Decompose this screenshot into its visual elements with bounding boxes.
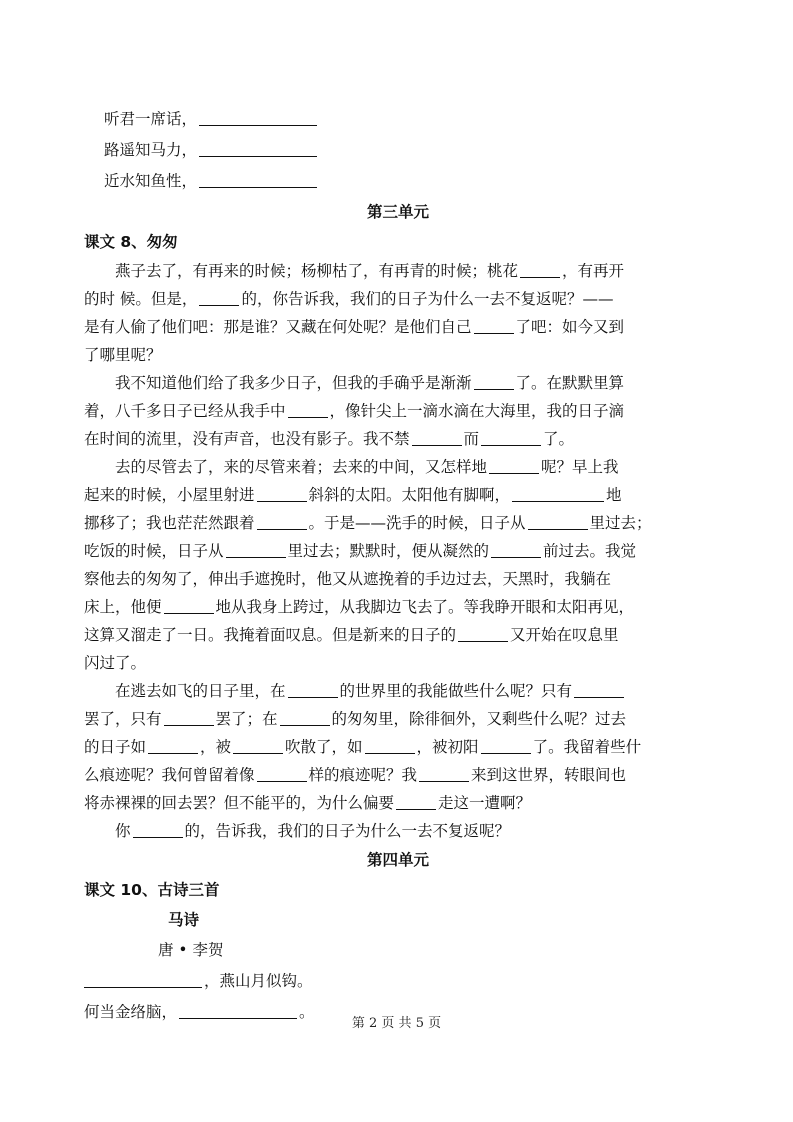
- blank[interactable]: [396, 793, 436, 810]
- page-footer: 第 2 页 共 5 页: [351, 1016, 442, 1031]
- text-line: 的日子如 ，被 吹散了，如 ，被初阳 了。我留着些什: [84, 738, 642, 756]
- poem-line-2: 何当金络脑， 。: [84, 1003, 315, 1021]
- blank[interactable]: [489, 457, 539, 474]
- idiom-line: [84, 166, 712, 197]
- poem-title: 马诗: [168, 911, 200, 929]
- blank[interactable]: [199, 171, 317, 188]
- idiom-text: 听君一席话，: [104, 110, 198, 128]
- blank[interactable]: [481, 429, 541, 446]
- poem-author: 唐 • 李贺: [158, 941, 224, 959]
- text-line: 么痕迹呢？我何曾留着像 样的痕迹呢？我 来到这世界，转眼间也: [84, 766, 627, 784]
- text-line: 将赤裸裸的回去罢？但不能平的，为什么偏要 走这一遭啊？: [84, 794, 532, 812]
- blank[interactable]: [148, 737, 198, 754]
- text-line: 我不知道他们给了我多少日子，但我的手确乎是渐渐 了。在默默里算: [115, 374, 625, 392]
- idiom-text: 路遥知马力，: [104, 141, 198, 159]
- text-line: 的时 候。但是， 的，你告诉我，我们的日子为什么一去不复返呢？——: [84, 290, 614, 308]
- paragraph-2: [84, 369, 712, 453]
- text-line: 燕子去了，有再来的时候；杨柳枯了，有再青的时候；桃花 ，有再开: [115, 262, 625, 280]
- paragraph-5: [84, 817, 712, 845]
- idiom-text: 近水知鱼性，: [104, 172, 198, 190]
- blank[interactable]: [288, 401, 328, 418]
- blank[interactable]: [474, 317, 514, 334]
- blank[interactable]: [288, 681, 338, 698]
- text-line: 起来的时候，小屋里射进 斜斜的太阳。太阳他有脚啊， 地: [84, 486, 622, 504]
- text-line: 在时间的流里，没有声音，也没有影子。我不禁 而 了。: [84, 430, 575, 448]
- page-content: [84, 104, 712, 1028]
- blank[interactable]: [199, 140, 317, 157]
- text-line: 着，八千多日子已经从我手中 ，像针尖上一滴水滴在大海里，我的日子滴: [84, 402, 625, 420]
- text-line: 挪移了；我也茫茫然跟着 。于是——洗手的时候，日子从 里过去；: [84, 514, 652, 532]
- blank[interactable]: [199, 289, 239, 306]
- text-line: 床上，他便 地从我身上跨过，从我脚边飞去了。等我睁开眼和太阳再见，: [84, 598, 635, 616]
- blank[interactable]: [412, 429, 462, 446]
- blank[interactable]: [164, 597, 214, 614]
- paragraph-1: [84, 257, 712, 369]
- paragraph-3: [84, 453, 712, 677]
- text-line: 去的尽管去了，来的尽管来着；去来的中间，又怎样地 呢？早上我: [115, 458, 619, 476]
- blank[interactable]: [574, 681, 624, 698]
- paragraph-4: [84, 677, 712, 817]
- blank[interactable]: [481, 737, 531, 754]
- blank[interactable]: [257, 485, 307, 502]
- blank[interactable]: [365, 737, 415, 754]
- blank[interactable]: [257, 513, 307, 530]
- blank[interactable]: [458, 625, 508, 642]
- text-line: 这算又溜走了一日。我掩着面叹息。但是新来的日子的 又开始在叹息里: [84, 626, 619, 644]
- blank[interactable]: [133, 821, 183, 838]
- blank[interactable]: [419, 765, 469, 782]
- idiom-line: [84, 135, 712, 166]
- blank[interactable]: [528, 513, 588, 530]
- unit-3-heading: 第三单元: [366, 203, 429, 221]
- text-line: 是有人偷了他们吧：那是谁？又藏在何处呢？是他们自己 了吧：如今又到: [84, 318, 625, 336]
- blank[interactable]: [474, 373, 514, 390]
- blank[interactable]: [226, 541, 286, 558]
- text-line: 察他去的匆匆了，伸出手遮挽时，他又从遮挽着的手边过去，天黑时，我躺在: [84, 570, 612, 588]
- blank[interactable]: [280, 709, 330, 726]
- poem-line-1: ，燕山月似钩。: [84, 966, 712, 997]
- text-line: 了哪里呢？: [84, 346, 162, 364]
- lesson-8-heading: 课文 8、匆匆: [84, 233, 178, 251]
- text-line: 闪过了。: [84, 654, 147, 672]
- text-line: 在逃去如飞的日子里，在 的世界里的我能做些什么呢？只有: [84, 677, 712, 705]
- blank[interactable]: [199, 109, 317, 126]
- blank[interactable]: [491, 541, 541, 558]
- text-line: 你 的，告诉我，我们的日子为什么一去不复返呢？: [115, 822, 511, 840]
- blank[interactable]: [164, 709, 214, 726]
- text-line: 罢了，只有 罢了；在 的匆匆里，除徘徊外，又剩些什么呢？过去: [84, 710, 627, 728]
- lesson-10-heading: 课文 10、古诗三首: [84, 881, 220, 899]
- unit-4-heading: 第四单元: [366, 851, 429, 869]
- idiom-line: [84, 104, 712, 135]
- blank[interactable]: [257, 765, 307, 782]
- blank[interactable]: [233, 737, 283, 754]
- blank[interactable]: [84, 971, 202, 988]
- text-line: 吃饭的时候，日子从 里过去；默默时，便从凝然的 前过去。我觉: [84, 542, 637, 560]
- blank[interactable]: [520, 261, 560, 278]
- blank[interactable]: [512, 485, 604, 502]
